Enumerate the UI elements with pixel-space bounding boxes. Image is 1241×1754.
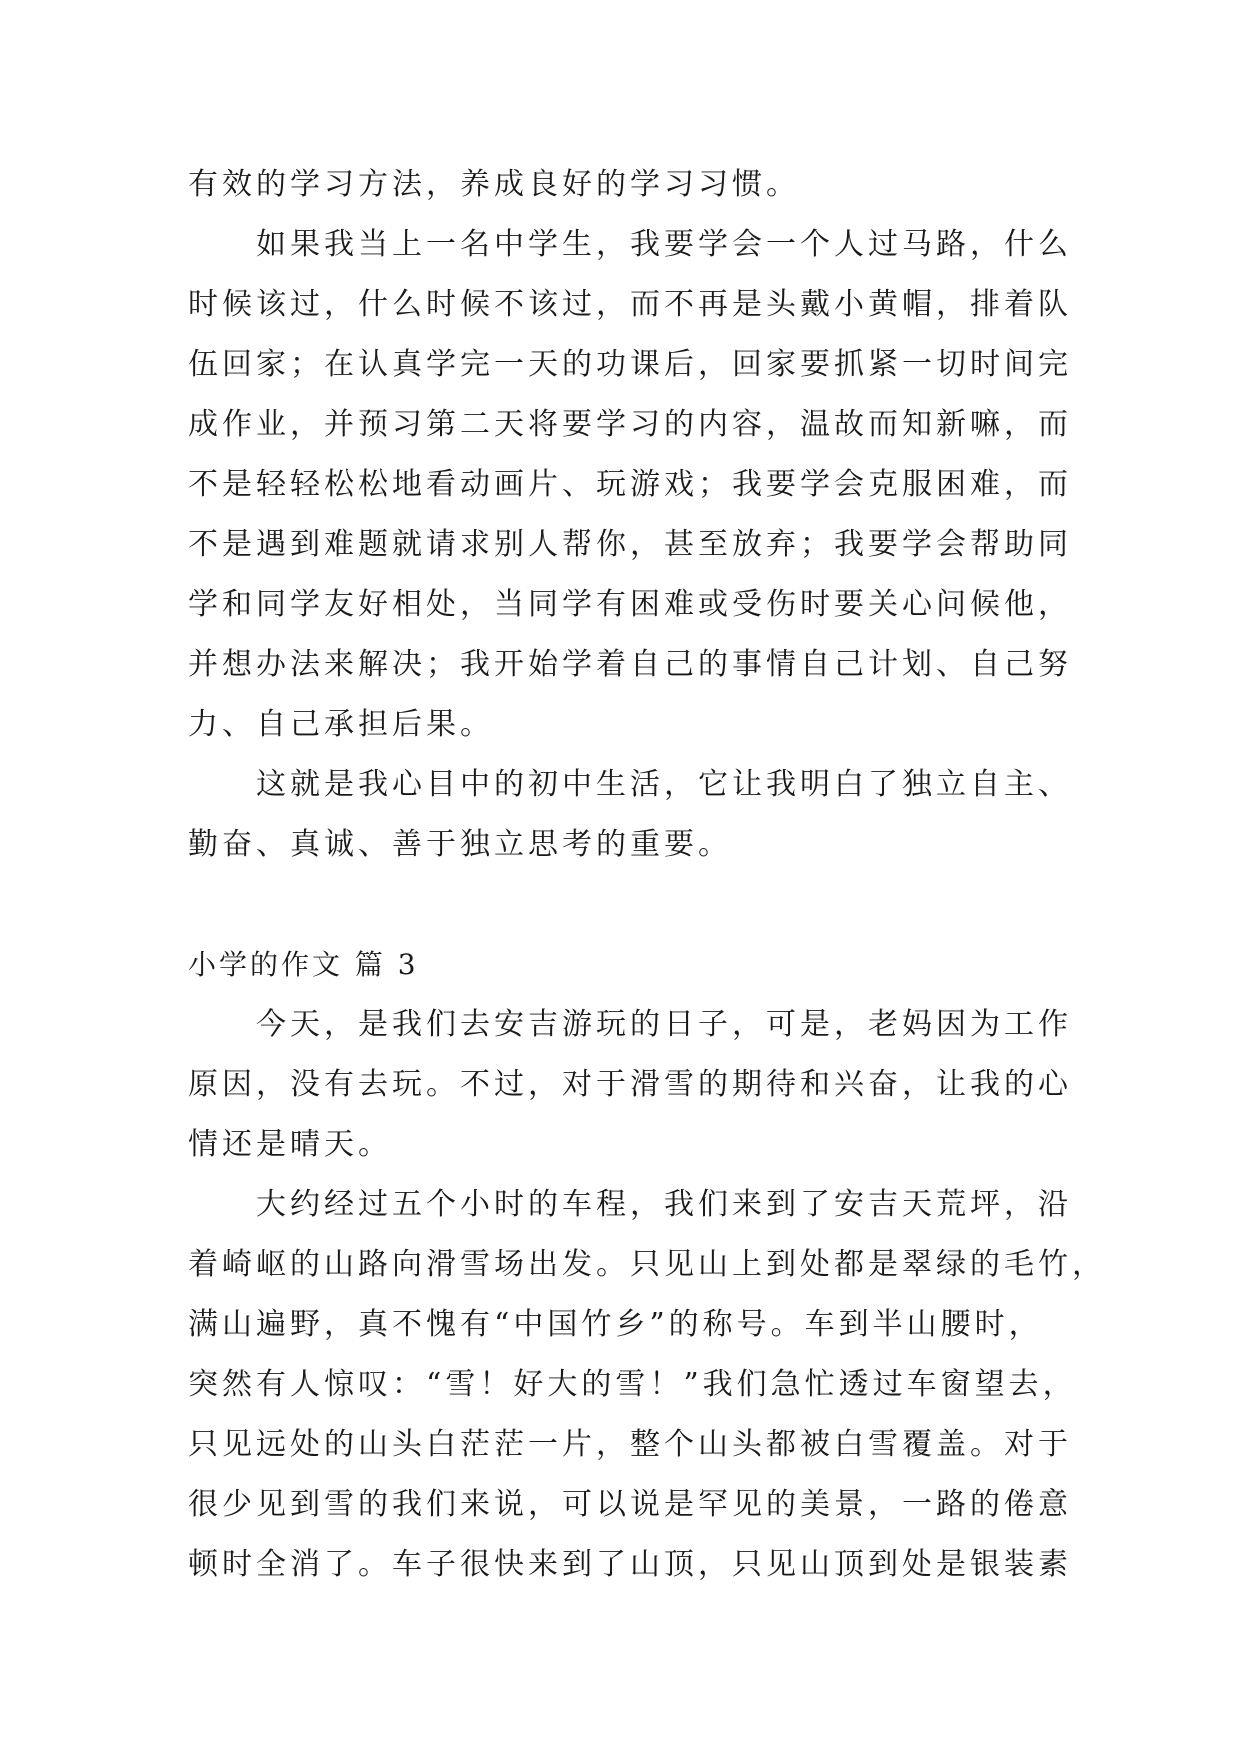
text-line: 勤奋、真诚、善于独立思考的重要。 <box>188 827 732 862</box>
text-line: 并想办法来解决；我开始学着自己的事情自己计划、自己努 <box>188 647 1072 682</box>
paragraph <box>188 155 1058 215</box>
text-line: 有效的学习方法，养成良好的学习习惯。 <box>188 167 800 202</box>
section-2 <box>188 935 1106 1595</box>
text-line: 顿时全消了。车子很快来到了山顶，只见山顶到处是银装素 <box>188 1547 1072 1582</box>
text-line: 满山遍野，真不愧有“中国竹乡”的称号。车到半山腰时， <box>188 1307 1043 1342</box>
section-1 <box>188 155 1072 875</box>
text-line: 成作业，并预习第二天将要学习的内容，温故而知新嘛，而 <box>188 407 1072 442</box>
text-line: 着崎岖的山路向滑雪场出发。只见山上到处都是翠绿的毛竹， <box>188 1247 1106 1282</box>
text-line: 如果我当上一名中学生，我要学会一个人过马路，什么 <box>256 227 1072 262</box>
paragraph <box>188 1175 1106 1595</box>
paragraph <box>188 995 1072 1175</box>
text-line: 情还是晴天。 <box>188 1127 392 1162</box>
text-line: 大约经过五个小时的车程，我们来到了安吉天荒坪，沿 <box>256 1187 1072 1222</box>
paragraph <box>188 755 1072 875</box>
text-line: 原因，没有去玩。不过，对于滑雪的期待和兴奋，让我的心 <box>188 1067 1072 1102</box>
paragraph <box>188 215 1072 755</box>
text-line: 不是轻轻松松地看动画片、玩游戏；我要学会克服困难，而 <box>188 467 1072 502</box>
text-line: 伍回家；在认真学完一天的功课后，回家要抓紧一切时间完 <box>188 347 1072 382</box>
text-line: 很少见到雪的我们来说，可以说是罕见的美景，一路的倦意 <box>188 1487 1072 1522</box>
text-line: 时候该过，什么时候不该过，而不再是头戴小黄帽，排着队 <box>188 287 1072 322</box>
text-line: 这就是我心目中的初中生活，它让我明白了独立自主、 <box>256 767 1072 802</box>
text-line: 不是遇到难题就请求别人帮你，甚至放弃；我要学会帮助同 <box>188 527 1072 562</box>
section-gap <box>188 875 1058 935</box>
section-heading: 小学的作文 篇 3 <box>188 948 419 981</box>
text-line: 力、自己承担后果。 <box>188 707 494 742</box>
text-line: 突然有人惊叹：“雪！好大的雪！”我们急忙透过车窗望去， <box>188 1367 1077 1402</box>
text-line: 只见远处的山头白茫茫一片，整个山头都被白雪覆盖。对于 <box>188 1427 1072 1462</box>
text-line: 学和同学友好相处，当同学有困难或受伤时要关心问候他， <box>188 587 1072 622</box>
text-line: 今天，是我们去安吉游玩的日子，可是，老妈因为工作 <box>256 1007 1072 1042</box>
document-page <box>188 155 1106 1595</box>
